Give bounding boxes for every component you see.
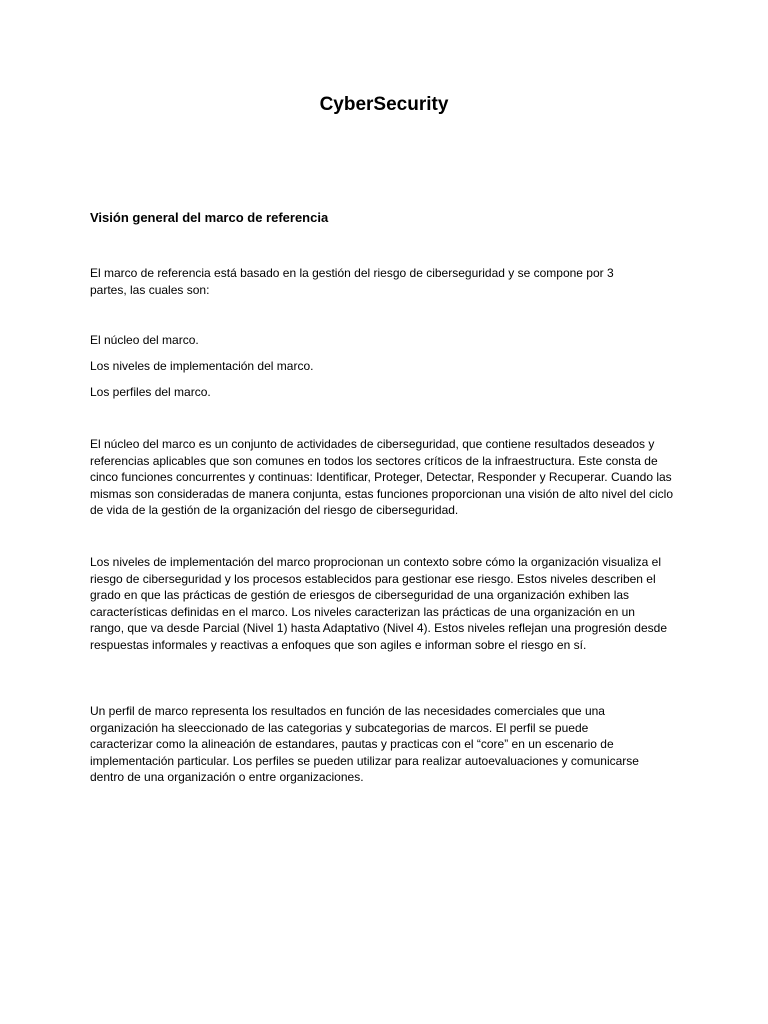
- profiles-paragraph: Un perfil de marco representa los resultados en función de las necesidades comerciales que una organización ha sleeccionado de las categorias y subcategorias de marcos. El perfil se puede caracterizar como la alineación de estandares, pautas y practicas con el “core” en un escenario de implementación particular. Los perfiles se pueden utilizar para realizar autoevaluaciones y comunicarse dentro de una organización o entre organizaciones.: [90, 704, 639, 784]
- section-heading: Visión general del marco de referencia: [90, 210, 329, 225]
- tiers-paragraph: Los niveles de implementación del marco proprocionan un contexto sobre cómo la organización visualiza el riesgo de ciberseguridad y los procesos establecidos para gestionar ese riesgo. Estos niveles describen el grado en que las prácticas de gestión de eriesgos de ciberseguridad de una organización exhiben las características definidas en el marco. Los niveles caracterizan las prácticas de una organización en un rango, que va desde Parcial (Nivel 1) hasta Adaptativo (Nivel 4). Estos niveles reflejan una progresión desde respuestas informales y reactivas a enfoques que son agiles e informan sobre el riesgo en sí.: [90, 555, 667, 652]
- list-item: Los niveles de implementación del marco.: [90, 359, 314, 373]
- intro-paragraph: El marco de referencia está basado en la gestión del riesgo de ciberseguridad y se compone por 3 partes, las cuales son:: [90, 266, 614, 297]
- document-title: CyberSecurity: [319, 94, 449, 115]
- list-item: El núcleo del marco.: [90, 333, 199, 347]
- core-paragraph: El núcleo del marco es un conjunto de actividades de ciberseguridad, que contiene resultados deseados y referencias aplicables que son comunes en todos los sectores críticos de la infraestructura. Este consta de cinco funciones concurrentes y continuas: Identificar, Proteger, Detectar, Responder y Recuperar. Cuando las mismas son consideradas de manera conjunta, estas funciones proporcionan una visión de alto nivel del ciclo de vida de la gestión de la organización del riesgo de ciberseguridad.: [90, 437, 674, 517]
- list-item: Los perfiles del marco.: [90, 385, 211, 399]
